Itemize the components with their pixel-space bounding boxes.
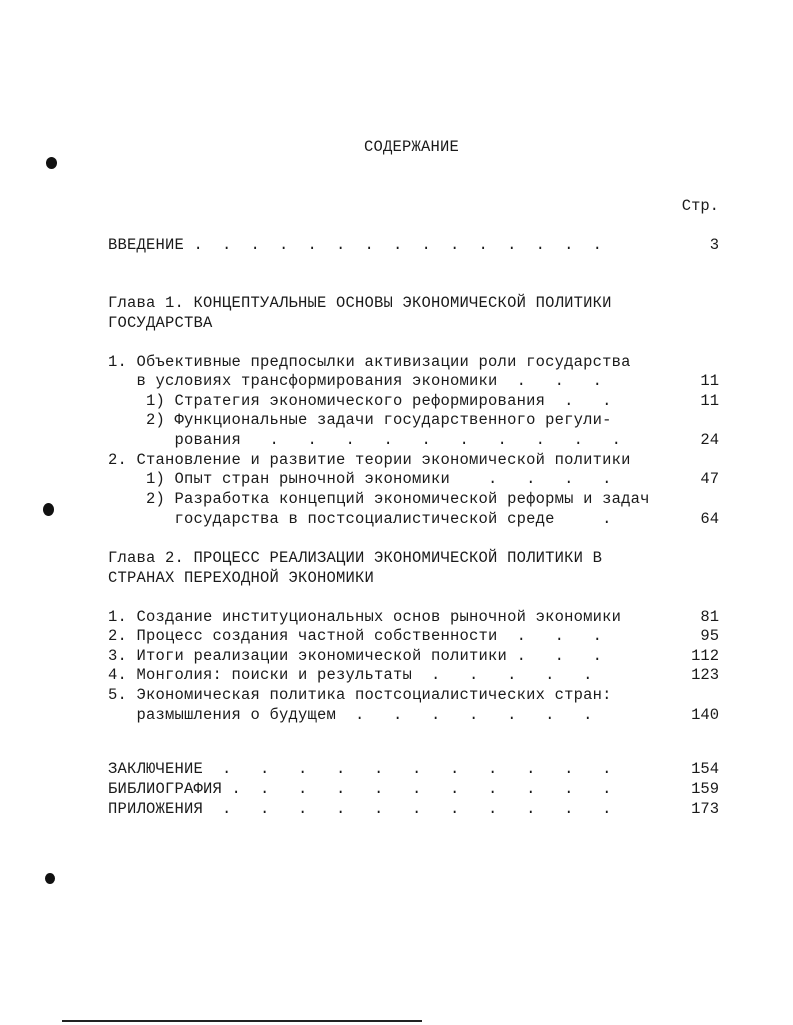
ink-blot-3 <box>45 873 55 884</box>
toc-ch1-s2-2: 2) Разработка концепций экономической реформы и задач <box>108 490 650 508</box>
toc-ch2-s4: 4. Монголия: поиски и результаты . . . . . <box>108 666 593 684</box>
toc-ch2-s3: 3. Итоги реализации экономической политики . . . <box>108 647 603 665</box>
toc-ch2-s2-page: 95 <box>700 627 719 645</box>
toc-ch2-s2: 2. Процесс создания частной собственности . . . <box>108 627 603 645</box>
toc-ch1-s1-2-cont: рования . . . . . . . . . . <box>108 431 622 449</box>
toc-bibliography-label: БИБЛИОГРАФИЯ . . . . . . . . . . . <box>108 780 612 798</box>
toc-ch2-s5-page: 140 <box>691 706 719 724</box>
chapter2-heading-cont: СТРАНАХ ПЕРЕХОДНОЙ ЭКОНОМИКИ <box>108 569 375 587</box>
toc-ch1-s2-2-cont: государства в постсоциалистической среде . <box>108 510 612 528</box>
toc-appendices-page: 173 <box>691 800 719 818</box>
scan-edge-line <box>62 1020 422 1022</box>
page-column-header: Стр. <box>681 197 719 215</box>
toc-intro-page: 3 <box>709 236 719 254</box>
toc-ch2-s3-page: 112 <box>691 647 719 665</box>
toc-conclusion-label: ЗАКЛЮЧЕНИЕ . . . . . . . . . . . <box>108 760 612 778</box>
toc-ch1-s1-1-page: 11 <box>700 392 719 410</box>
toc-ch1-s2-2-page: 64 <box>700 510 719 528</box>
chapter1-heading: Глава 1. КОНЦЕПТУАЛЬНЫЕ ОСНОВЫ ЭКОНОМИЧЕСКОЙ ПОЛИТИКИ <box>108 294 612 312</box>
toc-ch2-s1-page: 81 <box>700 608 719 626</box>
toc-ch1-s1-2: 2) Функциональные задачи государственного регули- <box>108 411 612 429</box>
toc-ch2-s4-page: 123 <box>691 666 719 684</box>
ink-blot-2 <box>43 503 54 516</box>
toc-ch1-s2: 2. Становление и развитие теории экономической политики <box>108 451 631 469</box>
toc-ch1-s1-cont: в условиях трансформирования экономики . . . <box>108 372 603 390</box>
toc-ch1-s1-2-page: 24 <box>700 431 719 449</box>
toc-ch2-s1: 1. Создание институциональных основ рыночной экономики <box>108 608 622 626</box>
toc-ch1-s2-1: 1) Опыт стран рыночной экономики . . . . <box>108 470 612 488</box>
chapter2-heading: Глава 2. ПРОЦЕСС РЕАЛИЗАЦИИ ЭКОНОМИЧЕСКОЙ ПОЛИТИКИ В <box>108 549 603 567</box>
toc-ch1-s1: 1. Объективные предпосылки активизации роли государства <box>108 353 631 371</box>
toc-intro-label: ВВЕДЕНИЕ . . . . . . . . . . . . . . . <box>108 236 603 254</box>
ink-blot-1 <box>46 157 57 169</box>
toc-bibliography-page: 159 <box>691 780 719 798</box>
toc-ch2-s5-cont: размышления о будущем . . . . . . . <box>108 706 593 724</box>
toc-conclusion-page: 154 <box>691 760 719 778</box>
toc-ch2-s5: 5. Экономическая политика постсоциалистических стран: <box>108 686 612 704</box>
toc-ch1-s1-page: 11 <box>700 372 719 390</box>
page-title: СОДЕРЖАНИЕ <box>364 138 460 156</box>
chapter1-heading-cont: ГОСУДАРСТВА <box>108 314 213 332</box>
toc-ch1-s1-1: 1) Стратегия экономического реформирования . . <box>108 392 612 410</box>
toc-appendices-label: ПРИЛОЖЕНИЯ . . . . . . . . . . . <box>108 800 612 818</box>
toc-ch1-s2-1-page: 47 <box>700 470 719 488</box>
